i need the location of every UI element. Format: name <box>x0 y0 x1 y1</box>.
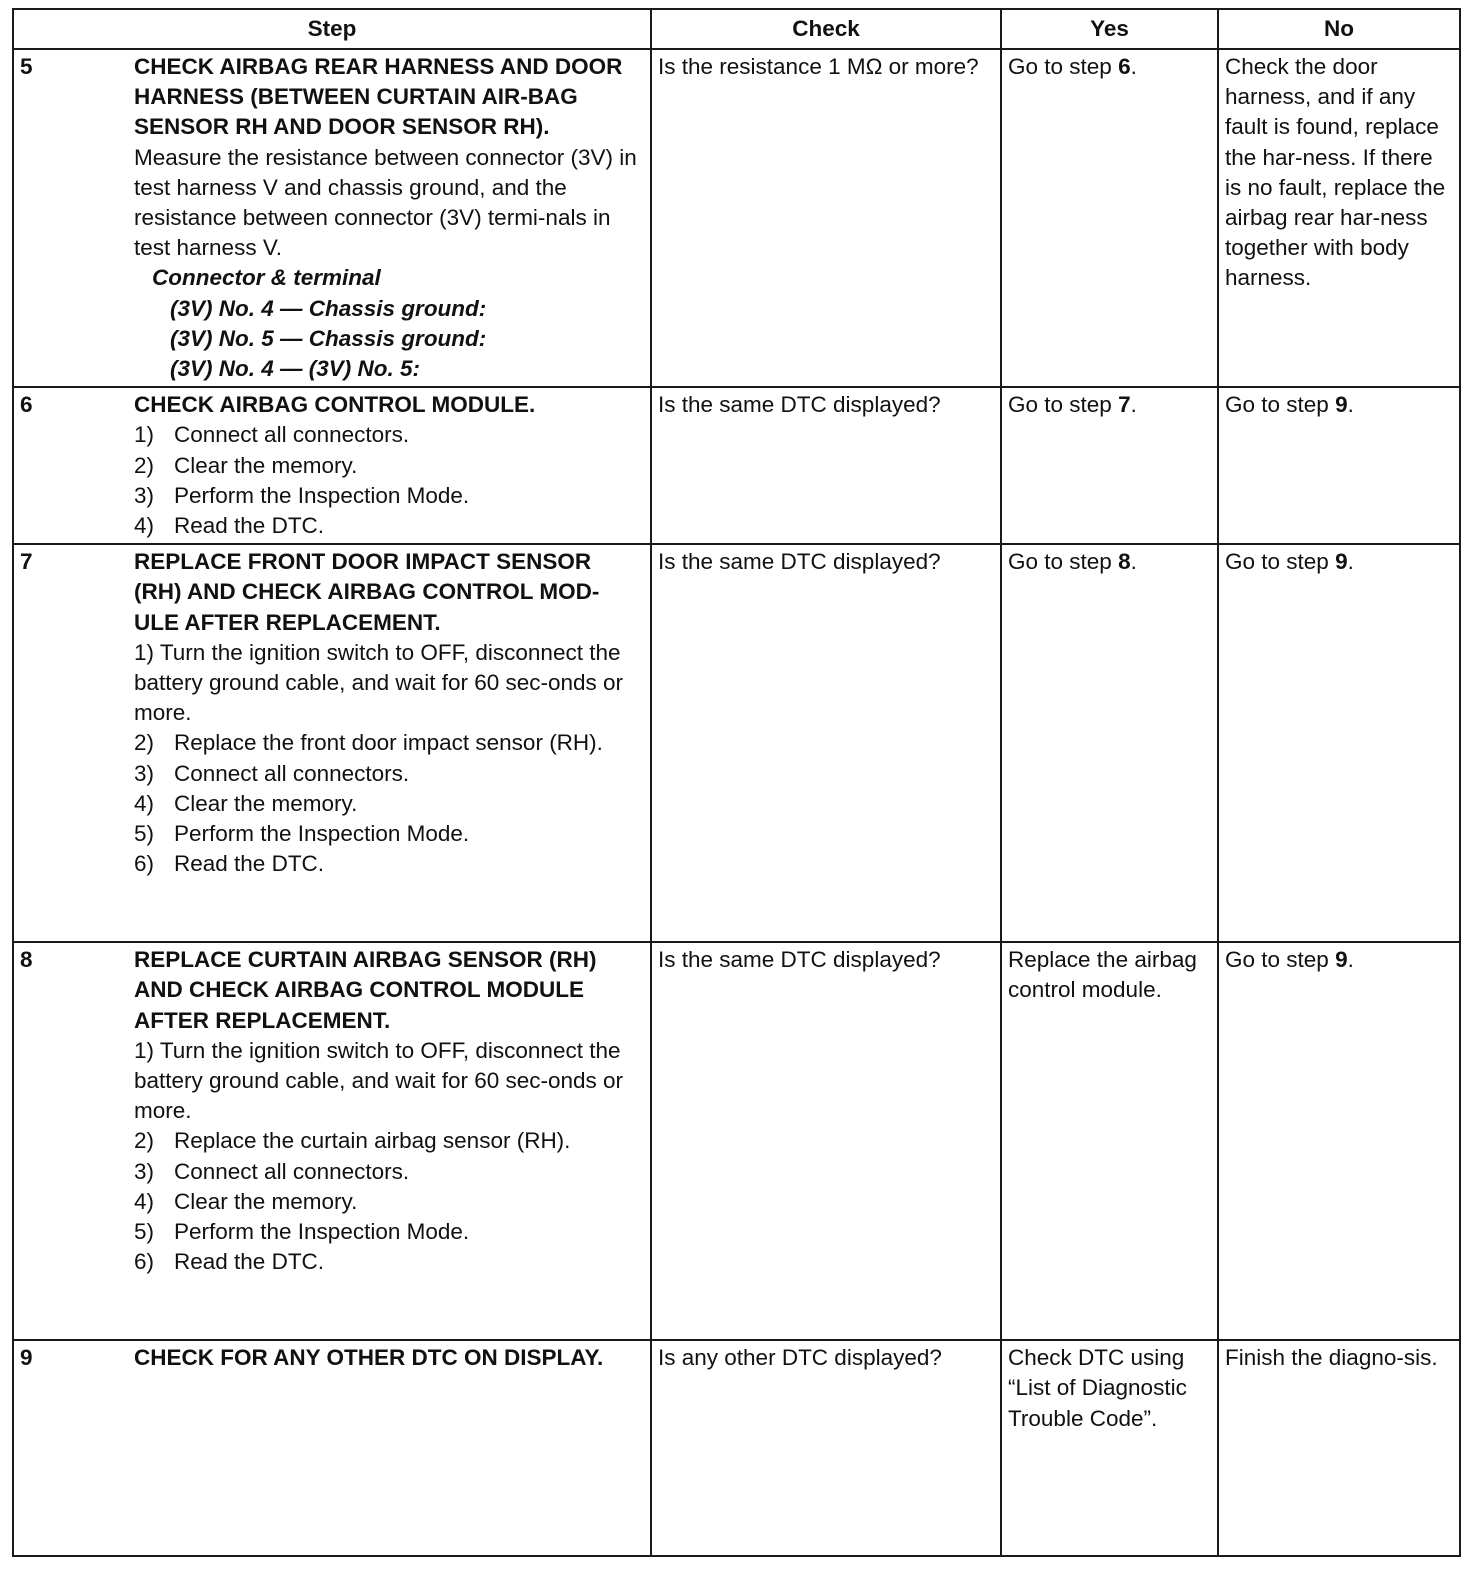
procedure-step: 2) Replace the curtain airbag sensor (RH). <box>134 1128 571 1154</box>
header-yes: Yes <box>1001 9 1218 49</box>
procedure-step: 2) Replace the front door impact sensor (RH). <box>134 730 603 756</box>
yes-cell: Replace the airbag control module. <box>1001 942 1218 1340</box>
table-row <box>13 544 1460 942</box>
no-cell: Go to step 9. <box>1218 942 1460 1340</box>
procedure-step: 4) Clear the memory. <box>134 1188 358 1214</box>
yes-step-ref: 7 <box>1118 392 1131 418</box>
yes-cell: Go to step 7. <box>1001 387 1218 544</box>
procedure-step: 5) Perform the Inspection Mode. <box>134 821 470 847</box>
step-cell <box>13 544 651 942</box>
step-title: CHECK AIRBAG REAR HARNESS AND DOOR HARNESS (BETWEEN CURTAIN AIR-BAG SENSOR RH AND DOOR SENSOR RH). <box>134 54 623 140</box>
connector-line: (3V) No. 4 — (3V) No. 5: <box>170 356 421 382</box>
check-cell: Is the same DTC displayed? <box>651 544 1001 942</box>
table-row <box>13 1340 1460 1556</box>
step-cell <box>13 49 651 387</box>
procedure-step: 3) Perform the Inspection Mode. <box>134 482 470 508</box>
step-title: REPLACE CURTAIN AIRBAG SENSOR (RH) AND CHECK AIRBAG CONTROL MODULE AFTER REPLACEMENT. <box>134 947 597 1033</box>
step-number: 6 <box>20 392 33 418</box>
yes-step-ref: 6 <box>1118 54 1131 79</box>
yes-step-ref: 8 <box>1118 549 1131 575</box>
connector-line: (3V) No. 5 — Chassis ground: <box>170 325 487 351</box>
no-step-ref: 9 <box>1335 947 1348 973</box>
procedure-step: 3) Connect all connectors. <box>134 1158 410 1184</box>
procedure-step: 1) Turn the ignition switch to OFF, disconnect the battery ground cable, and wait for 60 sec-onds or more. <box>134 639 624 726</box>
yes-suffix: . <box>1130 54 1137 79</box>
header-check: Check <box>651 9 1001 49</box>
step-title: CHECK FOR ANY OTHER DTC ON DISPLAY. <box>134 1345 604 1371</box>
no-cell: Go to step 9. <box>1218 387 1460 544</box>
check-cell: Is the same DTC displayed? <box>651 387 1001 544</box>
check-cell: Is the same DTC displayed? <box>651 942 1001 1340</box>
no-cell: Check the door harness, and if any fault is found, replace the har-ness. If there is no fault, replace the airbag rear har-ness together with body harness. <box>1218 49 1460 387</box>
header-no: No <box>1218 9 1460 49</box>
procedure-step: 2) Clear the memory. <box>134 452 358 478</box>
table-row <box>13 942 1460 1340</box>
step-number: 9 <box>20 1345 33 1371</box>
step-number: 7 <box>20 549 33 575</box>
procedure-step: 4) Clear the memory. <box>134 790 358 816</box>
check-cell: Is the resistance 1 MΩ or more? <box>651 49 1001 387</box>
procedure-step: 3) Connect all connectors. <box>134 760 410 786</box>
check-cell: Is any other DTC displayed? <box>651 1340 1001 1556</box>
step-title: CHECK AIRBAG CONTROL MODULE. <box>134 392 536 418</box>
step-title: REPLACE FRONT DOOR IMPACT SENSOR (RH) AND CHECK AIRBAG CONTROL MOD-ULE AFTER REPLACEMENT. <box>134 549 600 635</box>
yes-cell: Go to step 8. <box>1001 544 1218 942</box>
no-step-ref: 9 <box>1335 392 1348 418</box>
procedure-step: 1) Connect all connectors. <box>134 422 410 448</box>
step-body: Measure the resistance between connector (3V) in test harness V and chassis ground, and the resistance between connector (3V) termi-nals in test harness V. <box>134 144 637 261</box>
step-number: 8 <box>20 947 33 973</box>
no-cell: Go to step 9. <box>1218 544 1460 942</box>
connector-line: (3V) No. 4 — Chassis ground: <box>170 295 487 321</box>
no-step-ref: 9 <box>1335 549 1348 575</box>
procedure-step: 4) Read the DTC. <box>134 513 325 539</box>
procedure-step: 1) Turn the ignition switch to OFF, disconnect the battery ground cable, and wait for 60 sec-onds or more. <box>134 1037 624 1124</box>
yes-cell: Check DTC using “List of Diagnostic Trouble Code”. <box>1001 1340 1218 1556</box>
step-number: 5 <box>20 54 33 79</box>
table-row <box>13 49 1460 387</box>
step-cell <box>13 1340 651 1556</box>
procedure-step: 6) Read the DTC. <box>134 1249 325 1275</box>
diagnostic-table <box>12 8 1461 1557</box>
procedure-step: 5) Perform the Inspection Mode. <box>134 1219 470 1245</box>
header-step: Step <box>13 9 651 49</box>
step-cell <box>13 942 651 1340</box>
no-cell: Finish the diagno-sis. <box>1218 1340 1460 1556</box>
yes-prefix: Go to step <box>1008 54 1119 79</box>
table-row <box>13 387 1460 544</box>
step-cell <box>13 387 651 544</box>
connector-title: Connector & terminal <box>152 265 381 291</box>
header-row <box>13 9 1460 49</box>
yes-cell <box>1001 49 1218 387</box>
procedure-step: 6) Read the DTC. <box>134 851 325 877</box>
